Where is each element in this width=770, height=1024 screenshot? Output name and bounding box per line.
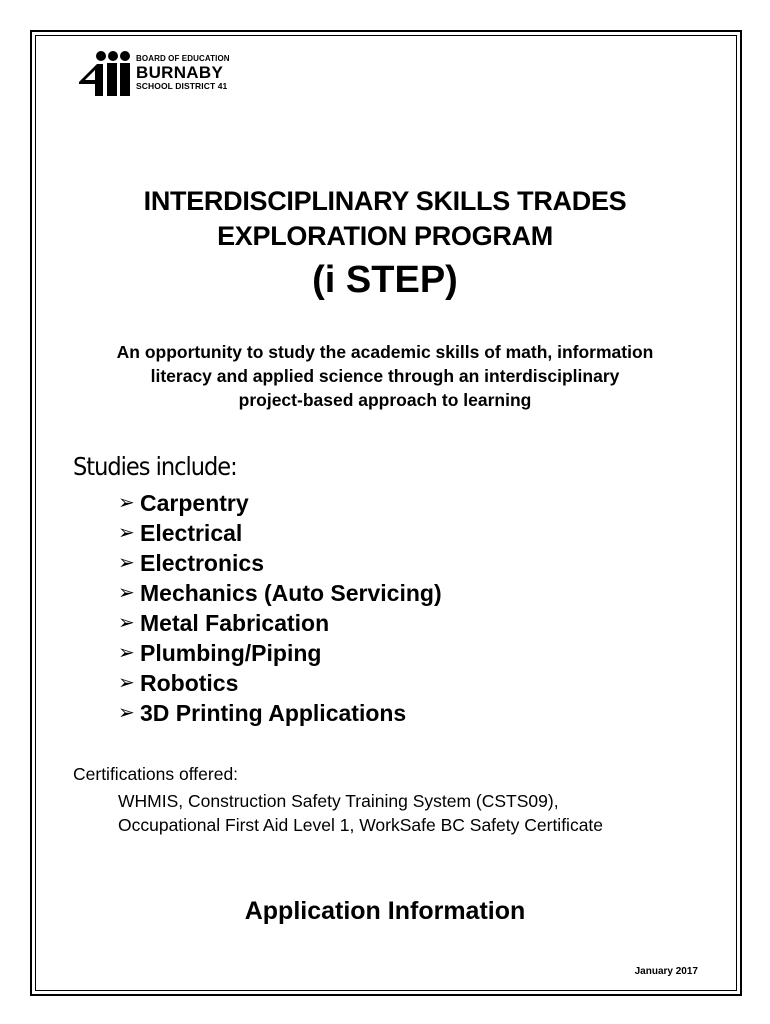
logo-text — [136, 54, 230, 91]
study-item-label: Carpentry — [140, 490, 249, 516]
arrow-bullet-icon: ➢ — [118, 522, 135, 544]
intro-line-3: project-based approach to learning — [238, 390, 532, 410]
intro-line-2: literacy and applied science through an interdisciplinary — [150, 366, 620, 386]
arrow-bullet-icon: ➢ — [118, 582, 135, 604]
school-district-logo — [79, 50, 249, 100]
studies-heading: Studies include: — [73, 452, 237, 481]
certifications-heading: Certifications offered: — [73, 764, 239, 784]
arrow-bullet-icon: ➢ — [118, 672, 135, 694]
logo-school-district: SCHOOL DISTRICT 41 — [136, 81, 228, 91]
logo-burnaby: BURNABY — [136, 63, 224, 82]
title-line-2: EXPLORATION PROGRAM — [217, 221, 553, 251]
study-item-label: Robotics — [140, 670, 239, 696]
studies-list — [118, 488, 442, 728]
study-item-label: Plumbing/Piping — [140, 640, 322, 666]
family-figures-icon — [79, 50, 135, 98]
study-item-label: 3D Printing Applications — [140, 700, 407, 726]
list-item — [118, 578, 442, 608]
intro-paragraph — [50, 340, 720, 412]
list-item — [118, 488, 442, 518]
arrow-bullet-icon: ➢ — [118, 612, 135, 634]
list-item — [118, 518, 442, 548]
logo-board-of-education: BOARD OF EDUCATION — [136, 54, 230, 63]
arrow-bullet-icon: ➢ — [118, 492, 135, 514]
application-information-heading: Application Information — [244, 897, 526, 925]
title-line-1: INTERDISCIPLINARY SKILLS TRADES — [143, 186, 627, 216]
program-acronym: (i STEP) — [312, 259, 458, 301]
certifications-line-1: WHMIS, Construction Safety Training System (CSTS09), — [118, 791, 559, 811]
list-item — [118, 638, 442, 668]
intro-line-1: An opportunity to study the academic skills of math, information — [116, 342, 654, 362]
arrow-bullet-icon: ➢ — [118, 552, 135, 574]
arrow-bullet-icon: ➢ — [118, 702, 135, 724]
study-item-label: Metal Fabrication — [140, 610, 330, 636]
study-item-label: Electronics — [140, 550, 264, 576]
study-item-label: Mechanics (Auto Servicing) — [140, 580, 442, 606]
list-item — [118, 668, 442, 698]
study-item-label: Electrical — [140, 520, 243, 546]
list-item — [118, 608, 442, 638]
certifications-list — [118, 789, 603, 837]
list-item — [118, 548, 442, 578]
certifications-line-2: Occupational First Aid Level 1, WorkSafe BC Safety Certificate — [118, 815, 604, 835]
list-item — [118, 698, 442, 728]
arrow-bullet-icon: ➢ — [118, 642, 135, 664]
document-date: January 2017 — [634, 966, 698, 977]
